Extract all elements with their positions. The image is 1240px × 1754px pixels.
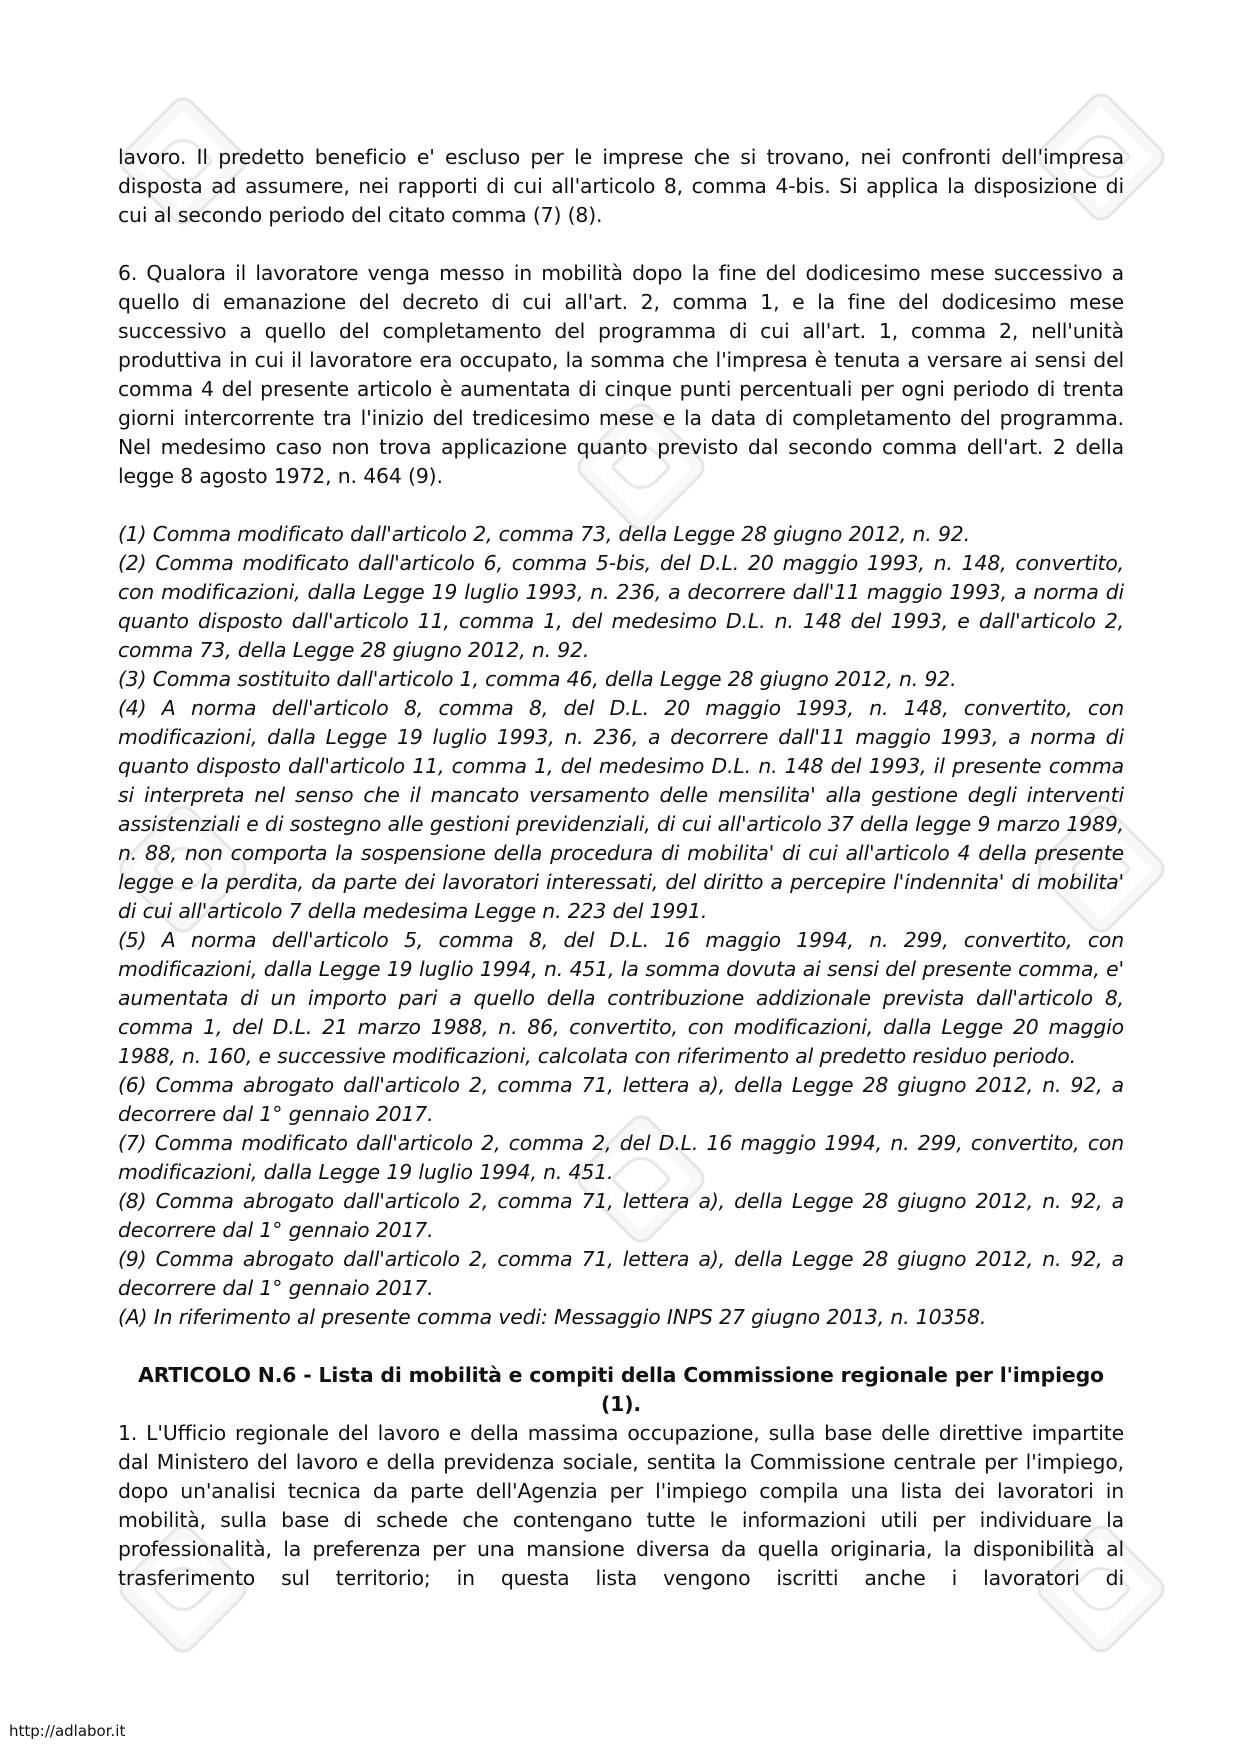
footnote-9: (9) Comma abrogato dall'articolo 2, comma 71, lettera a), della Legge 28 giugno 2012, n. 92, a decorrere dal 1° gennaio 2017. — [118, 1247, 1124, 1300]
footnotes-list — [118, 520, 1124, 1332]
footnote-3: (3) Comma sostituito dall'articolo 1, comma 46, della Legge 28 giugno 2012, n. 92. — [118, 667, 957, 691]
footer-url-link[interactable]: http://adlabor.it — [9, 1722, 126, 1740]
footnote-5: (5) A norma dell'articolo 5, comma 8, del D.L. 16 maggio 1994, n. 299, convertito, con modificazioni, dalla Legge 19 luglio 1994, n. 451, la somma dovuta ai sensi del presente comma, e' aumentata di un importo pari a quello della contribuzione addizionale prevista dall'articolo 8, comma 1, del D.L. 21 marzo 1988, n. 86, convertito, con modificazioni, dalla Legge 20 maggio 1988, n. 160, e successive modificazioni, calcolata con riferimento al predetto residuo periodo. — [118, 928, 1124, 1068]
article-paragraph-1: 1. L'Ufficio regionale del lavoro e della massima occupazione, sulla base delle direttive impartite dal Ministero del lavoro e della previdenza sociale, sentita la Commissione centrale per l'impiego, dopo un'analisi tecnica da parte dell'Agenzia per l'impiego compila una lista dei lavoratori in mobilità, sulla base di schede che contengano tutte le informazioni utili per individuare la professionalità, la preferenza per una mansione diversa da quella originaria, la disponibilità al trasferimento sul territorio; in questa lista vengono iscritti anche i lavoratori di — [118, 1421, 1124, 1590]
footnote-1: (1) Comma modificato dall'articolo 2, comma 73, della Legge 28 giugno 2012, n. 92. — [118, 522, 970, 546]
footnote-8: (8) Comma abrogato dall'articolo 2, comma 71, lettera a), della Legge 28 giugno 2012, n. 92, a decorrere dal 1° gennaio 2017. — [118, 1189, 1124, 1242]
footnote-4: (4) A norma dell'articolo 8, comma 8, del D.L. 20 maggio 1993, n. 148, convertito, con modificazioni, dalla Legge 19 luglio 1993, n. 236, a decorrere dall'11 maggio 1993, a norma di quanto disposto dall'articolo 11, comma 1, del medesimo D.L. n. 148 del 1993, il presente comma si interpreta nel senso che il mancato versamento delle mensilita' alla gestione degli interventi assistenziali e di sostegno alle gestioni previdenziali, di cui all'articolo 37 della legge 9 marzo 1989, n. 88, non comporta la sospensione della procedura di mobilita' di cui all'articolo 4 della presente legge e la perdita, da parte dei lavoratori interessati, del diritto a percepire l'indennita' di mobilita' di cui all'articolo 7 della medesima Legge n. 223 del 1991. — [118, 696, 1124, 923]
continuation-paragraph: lavoro. Il predetto beneficio e' escluso per le imprese che si trovano, nei confronti dell'impresa disposta ad assumere, nei rapporti di cui all'articolo 8, comma 4-bis. Si applica la disposizione di cui al secondo periodo del citato comma (7) (8). — [118, 145, 1124, 227]
document-page — [118, 143, 1124, 1593]
footnote-7: (7) Comma modificato dall'articolo 2, comma 2, del D.L. 16 maggio 1994, n. 299, convertito, con modificazioni, dalla Legge 19 luglio 1994, n. 451. — [118, 1131, 1124, 1184]
paragraph-gap — [118, 491, 1124, 520]
paragraph-gap — [118, 230, 1124, 259]
paragraph-6: 6. Qualora il lavoratore venga messo in mobilità dopo la fine del dodicesimo mese successivo a quello di emanazione del decreto di cui all'art. 2, comma 1, e la fine del dodicesimo mese successivo a quello del completamento del programma di cui all'art. 1, comma 2, nell'unità produttiva in cui il lavoratore era occupato, la somma che l'impresa è tenuta a versare ai sensi del comma 4 del presente articolo è aumentata di cinque punti percentuali per ogni periodo di trenta giorni intercorrente tra l'inizio del tredicesimo mese e la data di completamento del programma. Nel medesimo caso non trova applicazione quanto previsto dal secondo comma dell'art. 2 della legge 8 agosto 1972, n. 464 (9). — [118, 261, 1124, 488]
footnote-2: (2) Comma modificato dall'articolo 6, comma 5-bis, del D.L. 20 maggio 1993, n. 148, convertito, con modificazioni, dalla Legge 19 luglio 1993, n. 236, a decorrere dall'11 maggio 1993, a norma di quanto disposto dall'articolo 11, comma 1, del medesimo D.L. n. 148 del 1993, e dall'articolo 2, comma 73, della Legge 28 giugno 2012, n. 92. — [118, 551, 1124, 662]
footnote-A: (A) In riferimento al presente comma vedi: Messaggio INPS 27 giugno 2013, n. 10358. — [118, 1305, 987, 1329]
footnote-6: (6) Comma abrogato dall'articolo 2, comma 71, lettera a), della Legge 28 giugno 2012, n. 92, a decorrere dal 1° gennaio 2017. — [118, 1073, 1124, 1126]
article-heading: ARTICOLO N.6 - Lista di mobilità e compiti della Commissione regionale per l'impiego (1). — [138, 1363, 1104, 1416]
